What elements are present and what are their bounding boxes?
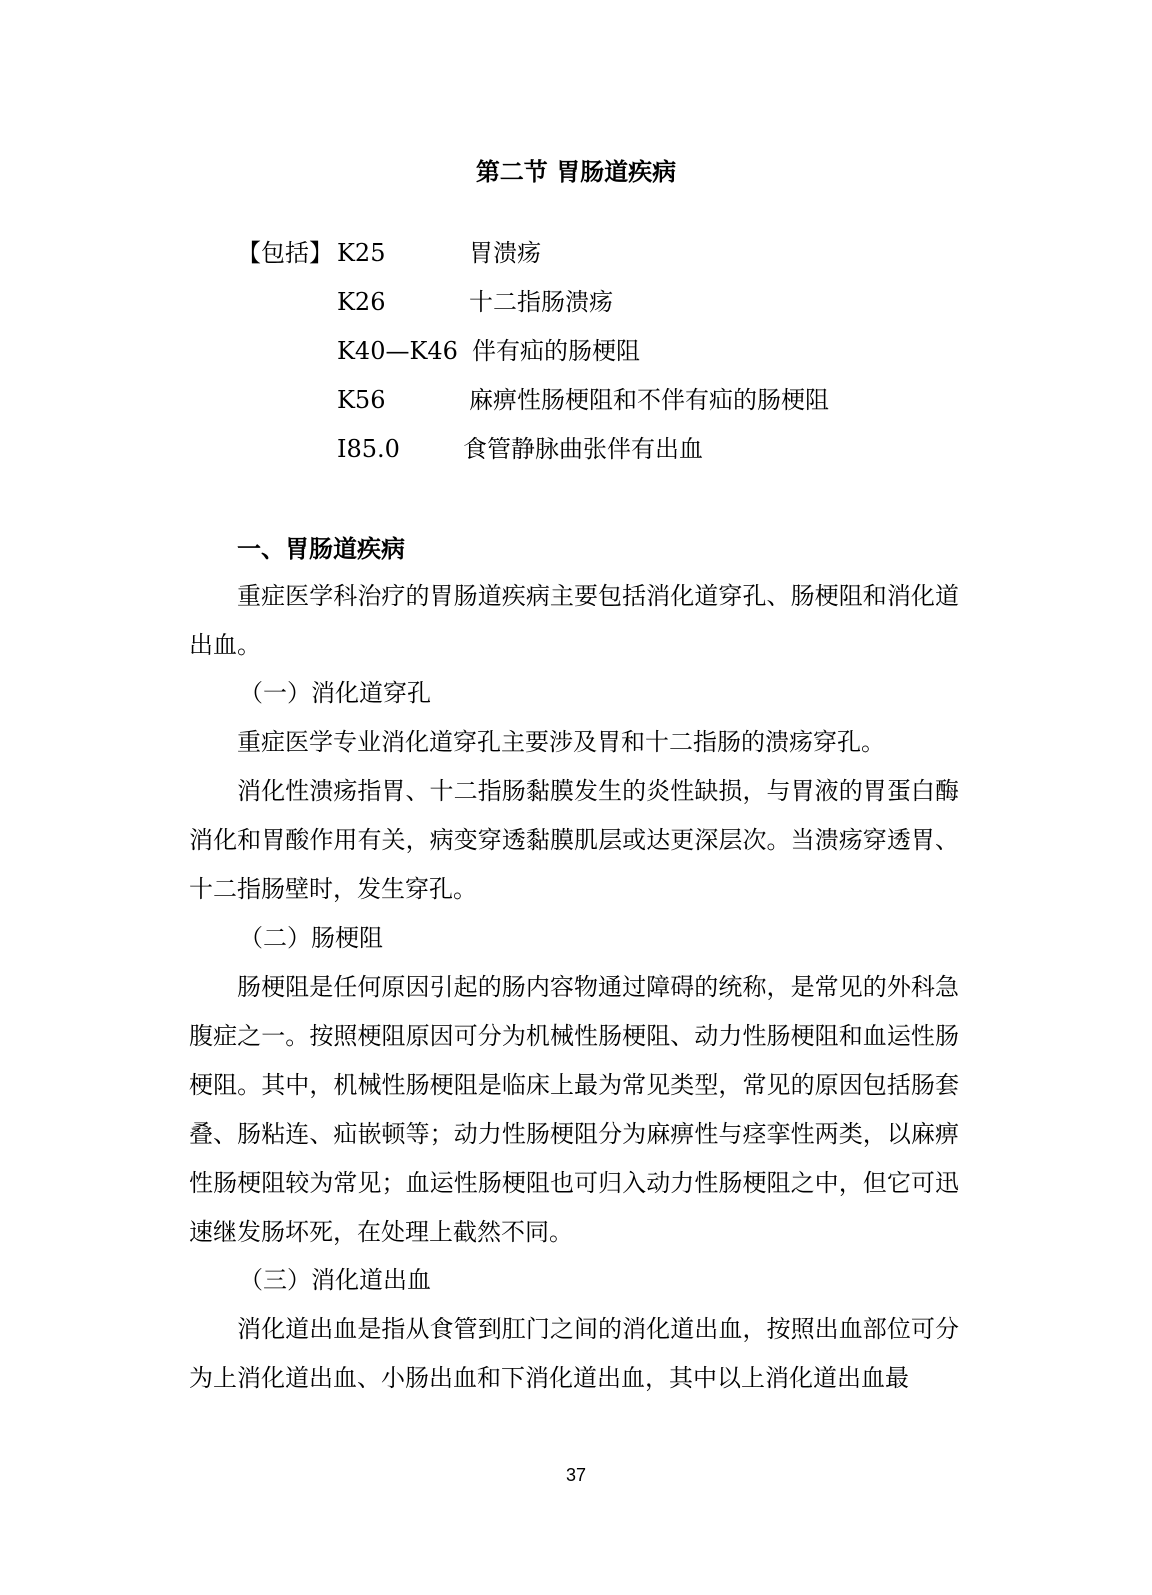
body-paragraph: 消化性溃疡指胃、十二指肠黏膜发生的炎性缺损，与胃液的胃蛋白酶消化和胃酸作用有关，病变穿透黏膜肌层或达更深层次。当溃疡穿透胃、十二指肠壁时，发生穿孔。: [189, 777, 959, 903]
section-title: 第二节 胃肠道疾病: [475, 158, 677, 186]
include-code: I85.0: [337, 435, 400, 463]
include-name: 麻痹性肠梗阻和不伴有疝的肠梗阻: [469, 386, 829, 414]
include-code: K40—K46: [337, 337, 458, 365]
include-code: K25: [337, 239, 386, 267]
include-name: 伴有疝的肠梗阻: [472, 337, 640, 365]
include-lead: 【包括】: [237, 239, 333, 267]
subsection-heading: （一）消化道穿孔: [239, 679, 431, 707]
include-code: K26: [337, 288, 386, 316]
section-heading: 一、胃肠道疾病: [237, 535, 405, 563]
body-paragraph: 消化道出血是指从食管到肛门之间的消化道出血，按照出血部位可分为上消化道出血、小肠出血和下消化道出血，其中以上消化道出血最: [189, 1315, 959, 1392]
intro-paragraph: 重症医学科治疗的胃肠道疾病主要包括消化道穿孔、肠梗阻和消化道出血。: [189, 582, 959, 659]
include-name: 十二指肠溃疡: [469, 288, 613, 316]
body-paragraph: 肠梗阻是任何原因引起的肠内容物通过障碍的统称，是常见的外科急腹症之一。按照梗阻原因可分为机械性肠梗阻、动力性肠梗阻和血运性肠梗阻。其中，机械性肠梗阻是临床上最为常见类型，常见的原因包括肠套叠、肠粘连、疝嵌顿等；动力性肠梗阻分为麻痹性与痉挛性两类，以麻痹性肠梗阻较为常见；血运性肠梗阻也可归入动力性肠梗阻之中，但它可迅速继发肠坏死，在处理上截然不同。: [189, 973, 959, 1246]
include-name: 食管静脉曲张伴有出血: [463, 435, 703, 463]
page-number: 37: [565, 1465, 587, 1485]
subsection-heading: （二）肠梗阻: [239, 924, 383, 952]
include-code: K56: [337, 386, 386, 414]
include-name: 胃溃疡: [469, 239, 541, 267]
body-paragraph: 重症医学专业消化道穿孔主要涉及胃和十二指肠的溃疡穿孔。: [237, 728, 885, 756]
subsection-heading: （三）消化道出血: [239, 1266, 431, 1294]
